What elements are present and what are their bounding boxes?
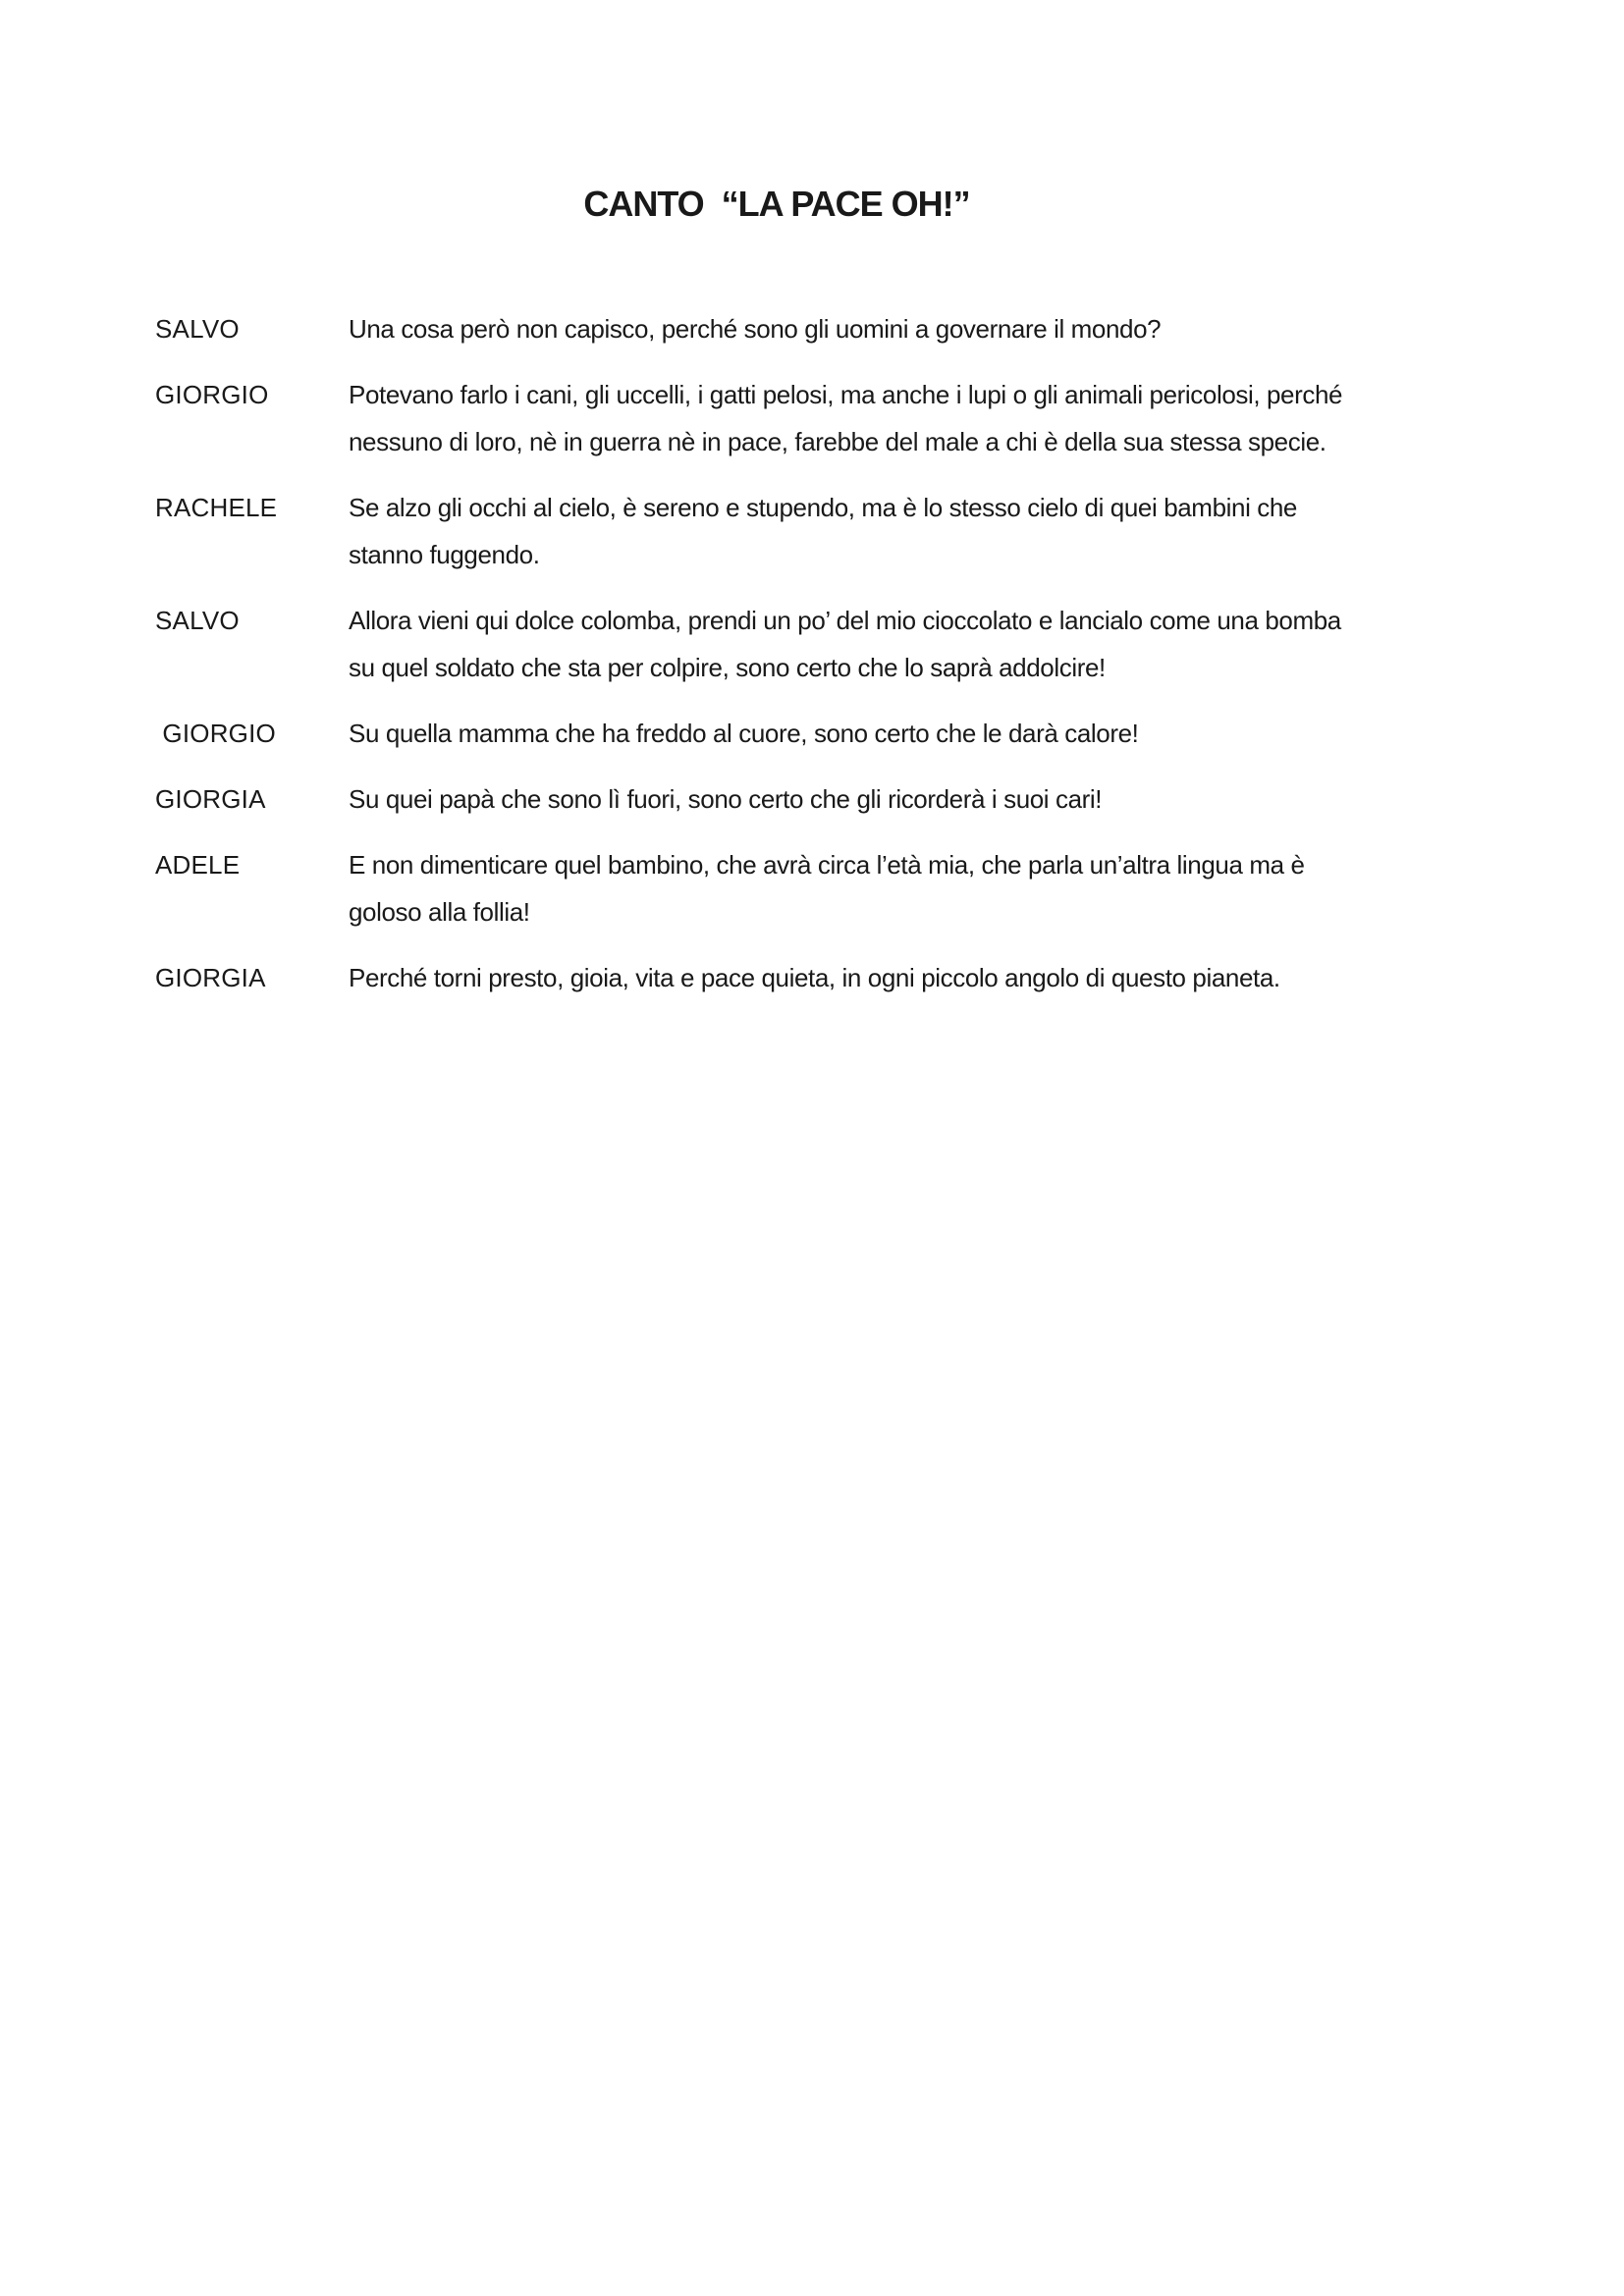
dialogue-row (155, 371, 1565, 465)
dialogue-line: stanno fuggendo. (349, 540, 540, 569)
dialogue-line: Su quei papà che sono lì fuori, sono certo che gli ricorderà i suoi cari! (349, 784, 1103, 814)
dialogue-text (349, 484, 1565, 578)
dialogue-row (155, 597, 1565, 691)
dialogue-text (349, 305, 1565, 352)
dialogue-line: Una cosa però non capisco, perché sono gli uomini a governare il mondo? (349, 314, 1162, 344)
speaker-name: GIORGIO (155, 719, 276, 748)
speaker-name: SALVO (155, 314, 240, 344)
dialogue-line: Perché torni presto, gioia, vita e pace quieta, in ogni piccolo angolo di questo pianeta. (349, 963, 1280, 992)
speaker-name: GIORGIO (155, 380, 269, 409)
page-title: CANTO “LA PACE OH!” (583, 184, 970, 224)
dialogue-line: Se alzo gli occhi al cielo, è sereno e stupendo, ma è lo stesso cielo di quei bambini che (349, 493, 1297, 522)
dialogue-text (349, 841, 1565, 935)
dialogue-row (155, 484, 1565, 578)
dialogue-row (155, 710, 1565, 757)
dialogue-line: Allora vieni qui dolce colomba, prendi un po’ del mio cioccolato e lancialo come una bomba (349, 606, 1341, 635)
dialogue-text (349, 371, 1565, 465)
dialogue-line: E non dimenticare quel bambino, che avrà circa l’età mia, che parla un’altra lingua ma è (349, 850, 1305, 880)
speaker-name: SALVO (155, 606, 240, 635)
speaker-name: GIORGIA (155, 963, 266, 992)
dialogue-line: Potevano farlo i cani, gli uccelli, i gatti pelosi, ma anche i lupi o gli animali pericolosi, perché (349, 380, 1343, 409)
dialogue-row (155, 775, 1565, 823)
dialogue-line: goloso alla follia! (349, 897, 530, 927)
dialogue-text (349, 710, 1565, 757)
speaker-name: GIORGIA (155, 784, 266, 814)
speaker-name: ADELE (155, 850, 241, 880)
dialogue-text (349, 775, 1565, 823)
dialogue-row (155, 305, 1565, 352)
dialogue-line: Su quella mamma che ha freddo al cuore, sono certo che le darà calore! (349, 719, 1139, 748)
speaker-name: RACHELE (155, 493, 278, 522)
dialogue-list (0, 305, 1624, 1001)
dialogue-line: nessuno di loro, nè in guerra nè in pace, farebbe del male a chi è della sua stessa specie. (349, 427, 1326, 456)
dialogue-line: su quel soldato che sta per colpire, sono certo che lo saprà addolcire! (349, 653, 1106, 682)
dialogue-text (349, 954, 1565, 1001)
dialogue-row (155, 954, 1565, 1001)
dialogue-text (349, 597, 1565, 691)
dialogue-row (155, 841, 1565, 935)
